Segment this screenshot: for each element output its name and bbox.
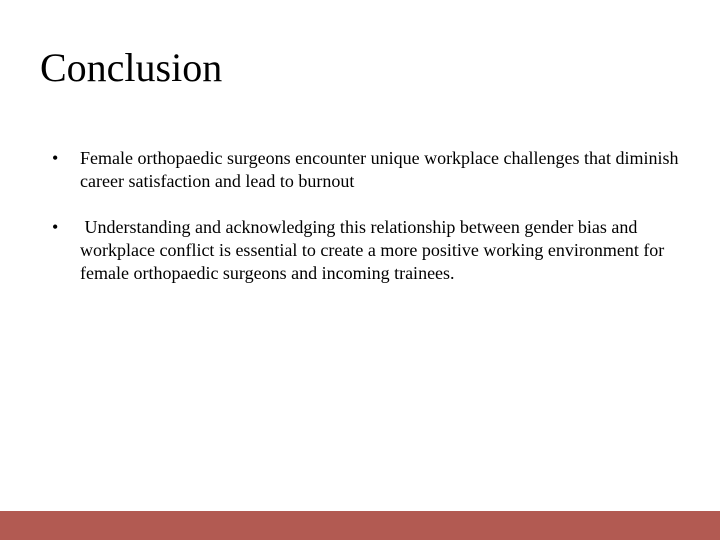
bullet-list [50,147,680,308]
bullet-item [50,216,680,285]
bullet-text: Female orthopaedic surgeons encounter unique workplace challenges that diminish career satisfaction and lead to burnout [80,148,679,191]
slide-title: Conclusion [40,45,223,90]
bullet-marker: • [52,217,59,237]
footer-bar [0,511,720,540]
bullet-text: Understanding and acknowledging this relationship between gender bias and workplace conflict is essential to create a more positive working environment for female orthopaedic surgeons and incoming trainees. [80,217,669,283]
bullet-item [50,147,680,193]
bullet-marker: • [52,148,59,168]
